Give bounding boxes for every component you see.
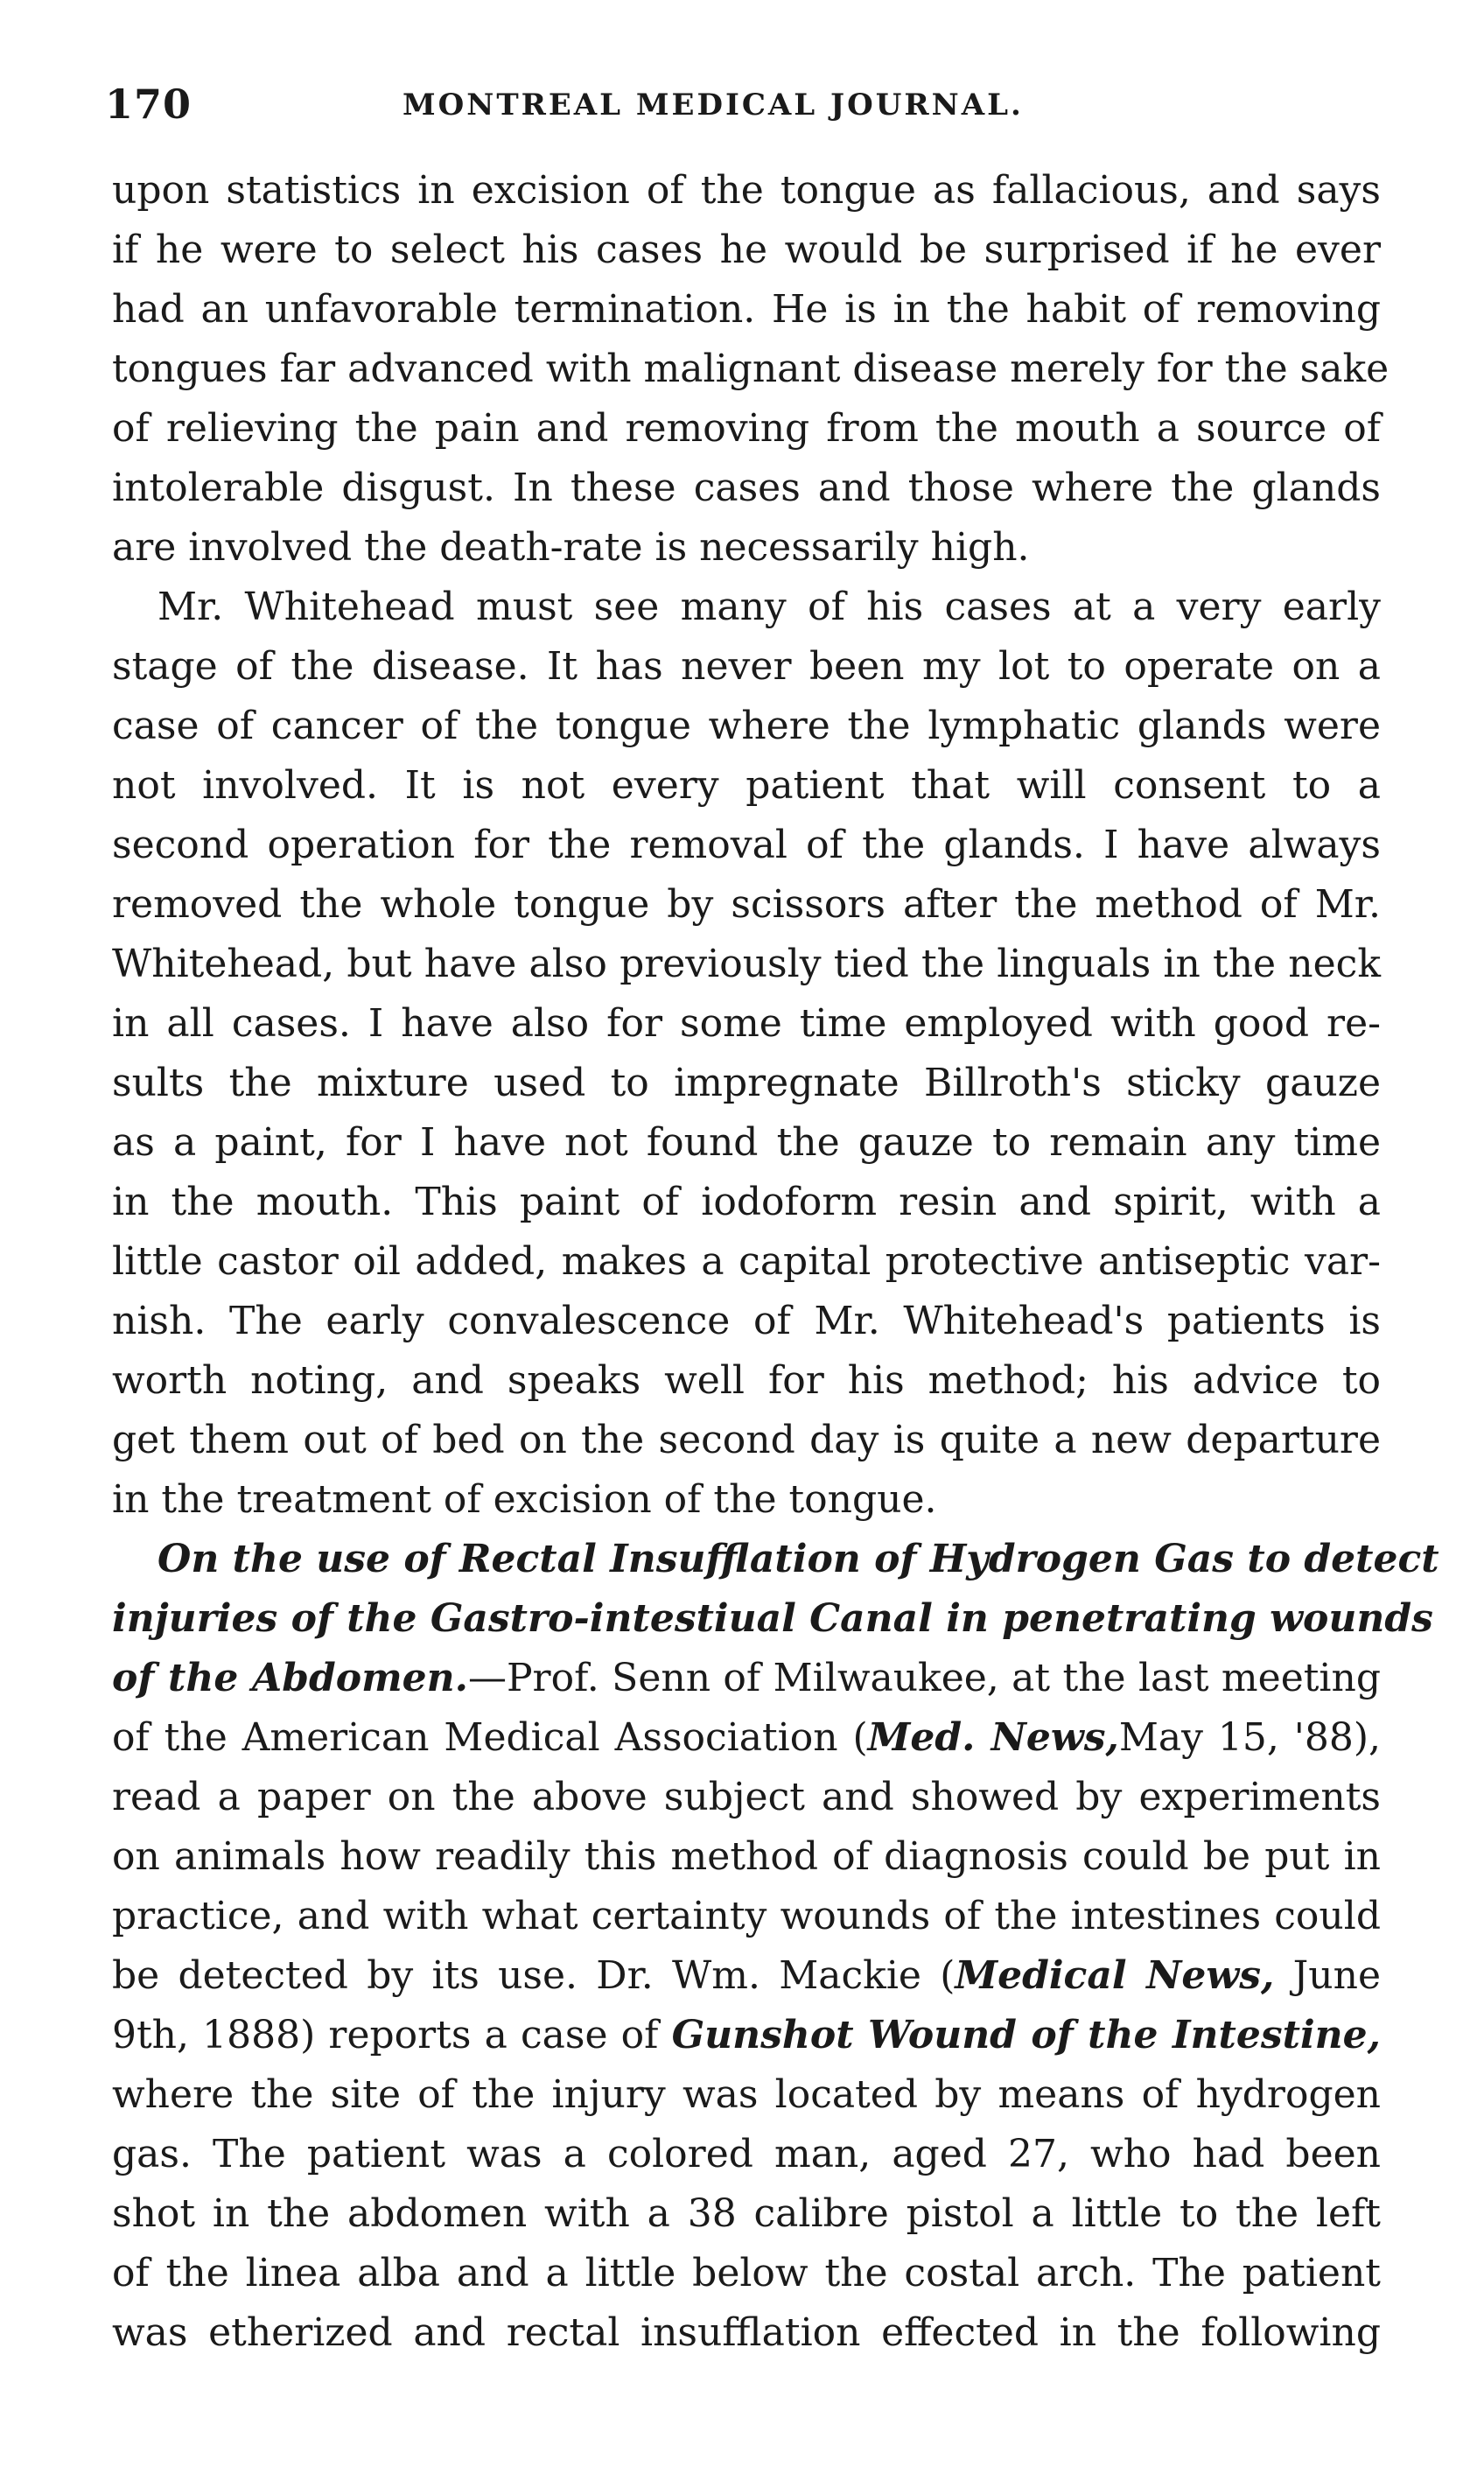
text-line: of relieving the pain and removing from the mouth a source of xyxy=(112,406,1381,451)
section-title-line: injuries of the Gastro-intestiual Canal in penetrating wounds xyxy=(112,1596,1433,1641)
running-head: MONTREAL MEDICAL JOURNAL. xyxy=(402,88,1024,123)
page-number: 170 xyxy=(105,81,192,128)
text-run: June xyxy=(1292,1953,1381,1998)
text-line xyxy=(112,1708,1381,1768)
text-line: stage of the disease. It has never been my lot to operate on a xyxy=(112,644,1381,689)
page-header xyxy=(105,81,1382,133)
text-line: where the site of the injury was located by means of hydrogen xyxy=(112,2072,1381,2117)
text-line: not involved. It is not every patient that will consent to a xyxy=(112,763,1381,808)
text-line: gas. The patient was a colored man, aged 27, who had been xyxy=(112,2132,1381,2176)
text-line: if he were to select his cases he would be surprised if he ever xyxy=(112,228,1381,272)
text-line: in all cases. I have also for some time employed with good re- xyxy=(112,1001,1381,1046)
text-line: nish. The early convalescence of Mr. Whitehead's patients is xyxy=(112,1299,1381,1343)
text-run: 9th, 1888) reports a case of xyxy=(112,2013,659,2057)
text-run: be detected by its use. Dr. Wm. Mackie ( xyxy=(112,1953,956,1998)
text-run: of the American Medical Association ( xyxy=(112,1715,868,1760)
text-line: Whitehead, but have also previously tied the linguals in the neck xyxy=(112,942,1381,986)
text-line: are involved the death-rate is necessarily high. xyxy=(112,525,1030,570)
text-line: as a paint, for I have not found the gauze to remain any time xyxy=(112,1120,1381,1165)
paragraph-3 xyxy=(112,1530,1439,2363)
text-line: case of cancer of the tongue where the lymphatic glands were xyxy=(112,704,1381,748)
section-title-end: of the Abdomen. xyxy=(112,1656,468,1700)
text-line: tongues far advanced with malignant disease merely for the sake xyxy=(112,347,1390,391)
text-line: shot in the abdomen with a 38 calibre pistol a little to the left xyxy=(112,2191,1381,2236)
text-line: get them out of bed on the second day is quite a new departure xyxy=(112,1418,1381,1462)
text-line: had an unfavorable termination. He is in the habit of removing xyxy=(112,287,1381,332)
text-line: little castor oil added, makes a capital protective antiseptic var- xyxy=(112,1239,1381,1284)
text-line: on animals how readily this method of diagnosis could be put in xyxy=(112,1834,1381,1879)
text-run: May 15, '88), xyxy=(1118,1715,1381,1760)
text-line xyxy=(112,1649,1381,1708)
citation-journal: Med. News, xyxy=(867,1715,1119,1760)
text-line: worth noting, and speaks well for his method; his advice to xyxy=(112,1358,1381,1403)
case-title: Gunshot Wound of the Intestine, xyxy=(671,2013,1381,2057)
text-line: practice, and with what certainty wounds of the intestines could xyxy=(112,1894,1381,1938)
text-line: Mr. Whitehead must see many of his cases at a very early xyxy=(158,585,1381,629)
paragraph-1 xyxy=(112,161,1390,578)
text-line: in the mouth. This paint of iodoform resin and spirit, with a xyxy=(112,1180,1381,1224)
text-line: removed the whole tongue by scissors after the method of Mr. xyxy=(112,882,1381,927)
text-line: of the linea alba and a little below the costal arch. The patient xyxy=(112,2251,1381,2295)
text-line: upon statistics in excision of the tongue as fallacious, and says xyxy=(112,168,1381,213)
paragraph-2 xyxy=(112,578,1381,1530)
text-line: read a paper on the above subject and showed by experiments xyxy=(112,1775,1381,1819)
text-line xyxy=(112,2006,1381,2065)
text-line: intolerable disgust. In these cases and those where the glands xyxy=(112,466,1381,510)
text-line xyxy=(112,1946,1381,2006)
article-body xyxy=(112,161,1439,2363)
text-line: in the treatment of excision of the tongue. xyxy=(112,1477,937,1522)
text-run: —Prof. Senn of Milwaukee, at the last meeting xyxy=(467,1656,1381,1700)
text-line: sults the mixture used to impregnate Billroth's sticky gauze xyxy=(112,1061,1381,1105)
text-line: second operation for the removal of the glands. I have always xyxy=(112,823,1381,867)
section-title-line: On the use of Rectal Insufflation of Hydrogen Gas to detect xyxy=(158,1537,1439,1581)
text-line: was etherized and rectal insufflation effected in the following xyxy=(112,2310,1381,2355)
citation-journal: Medical News, xyxy=(955,1953,1275,1998)
